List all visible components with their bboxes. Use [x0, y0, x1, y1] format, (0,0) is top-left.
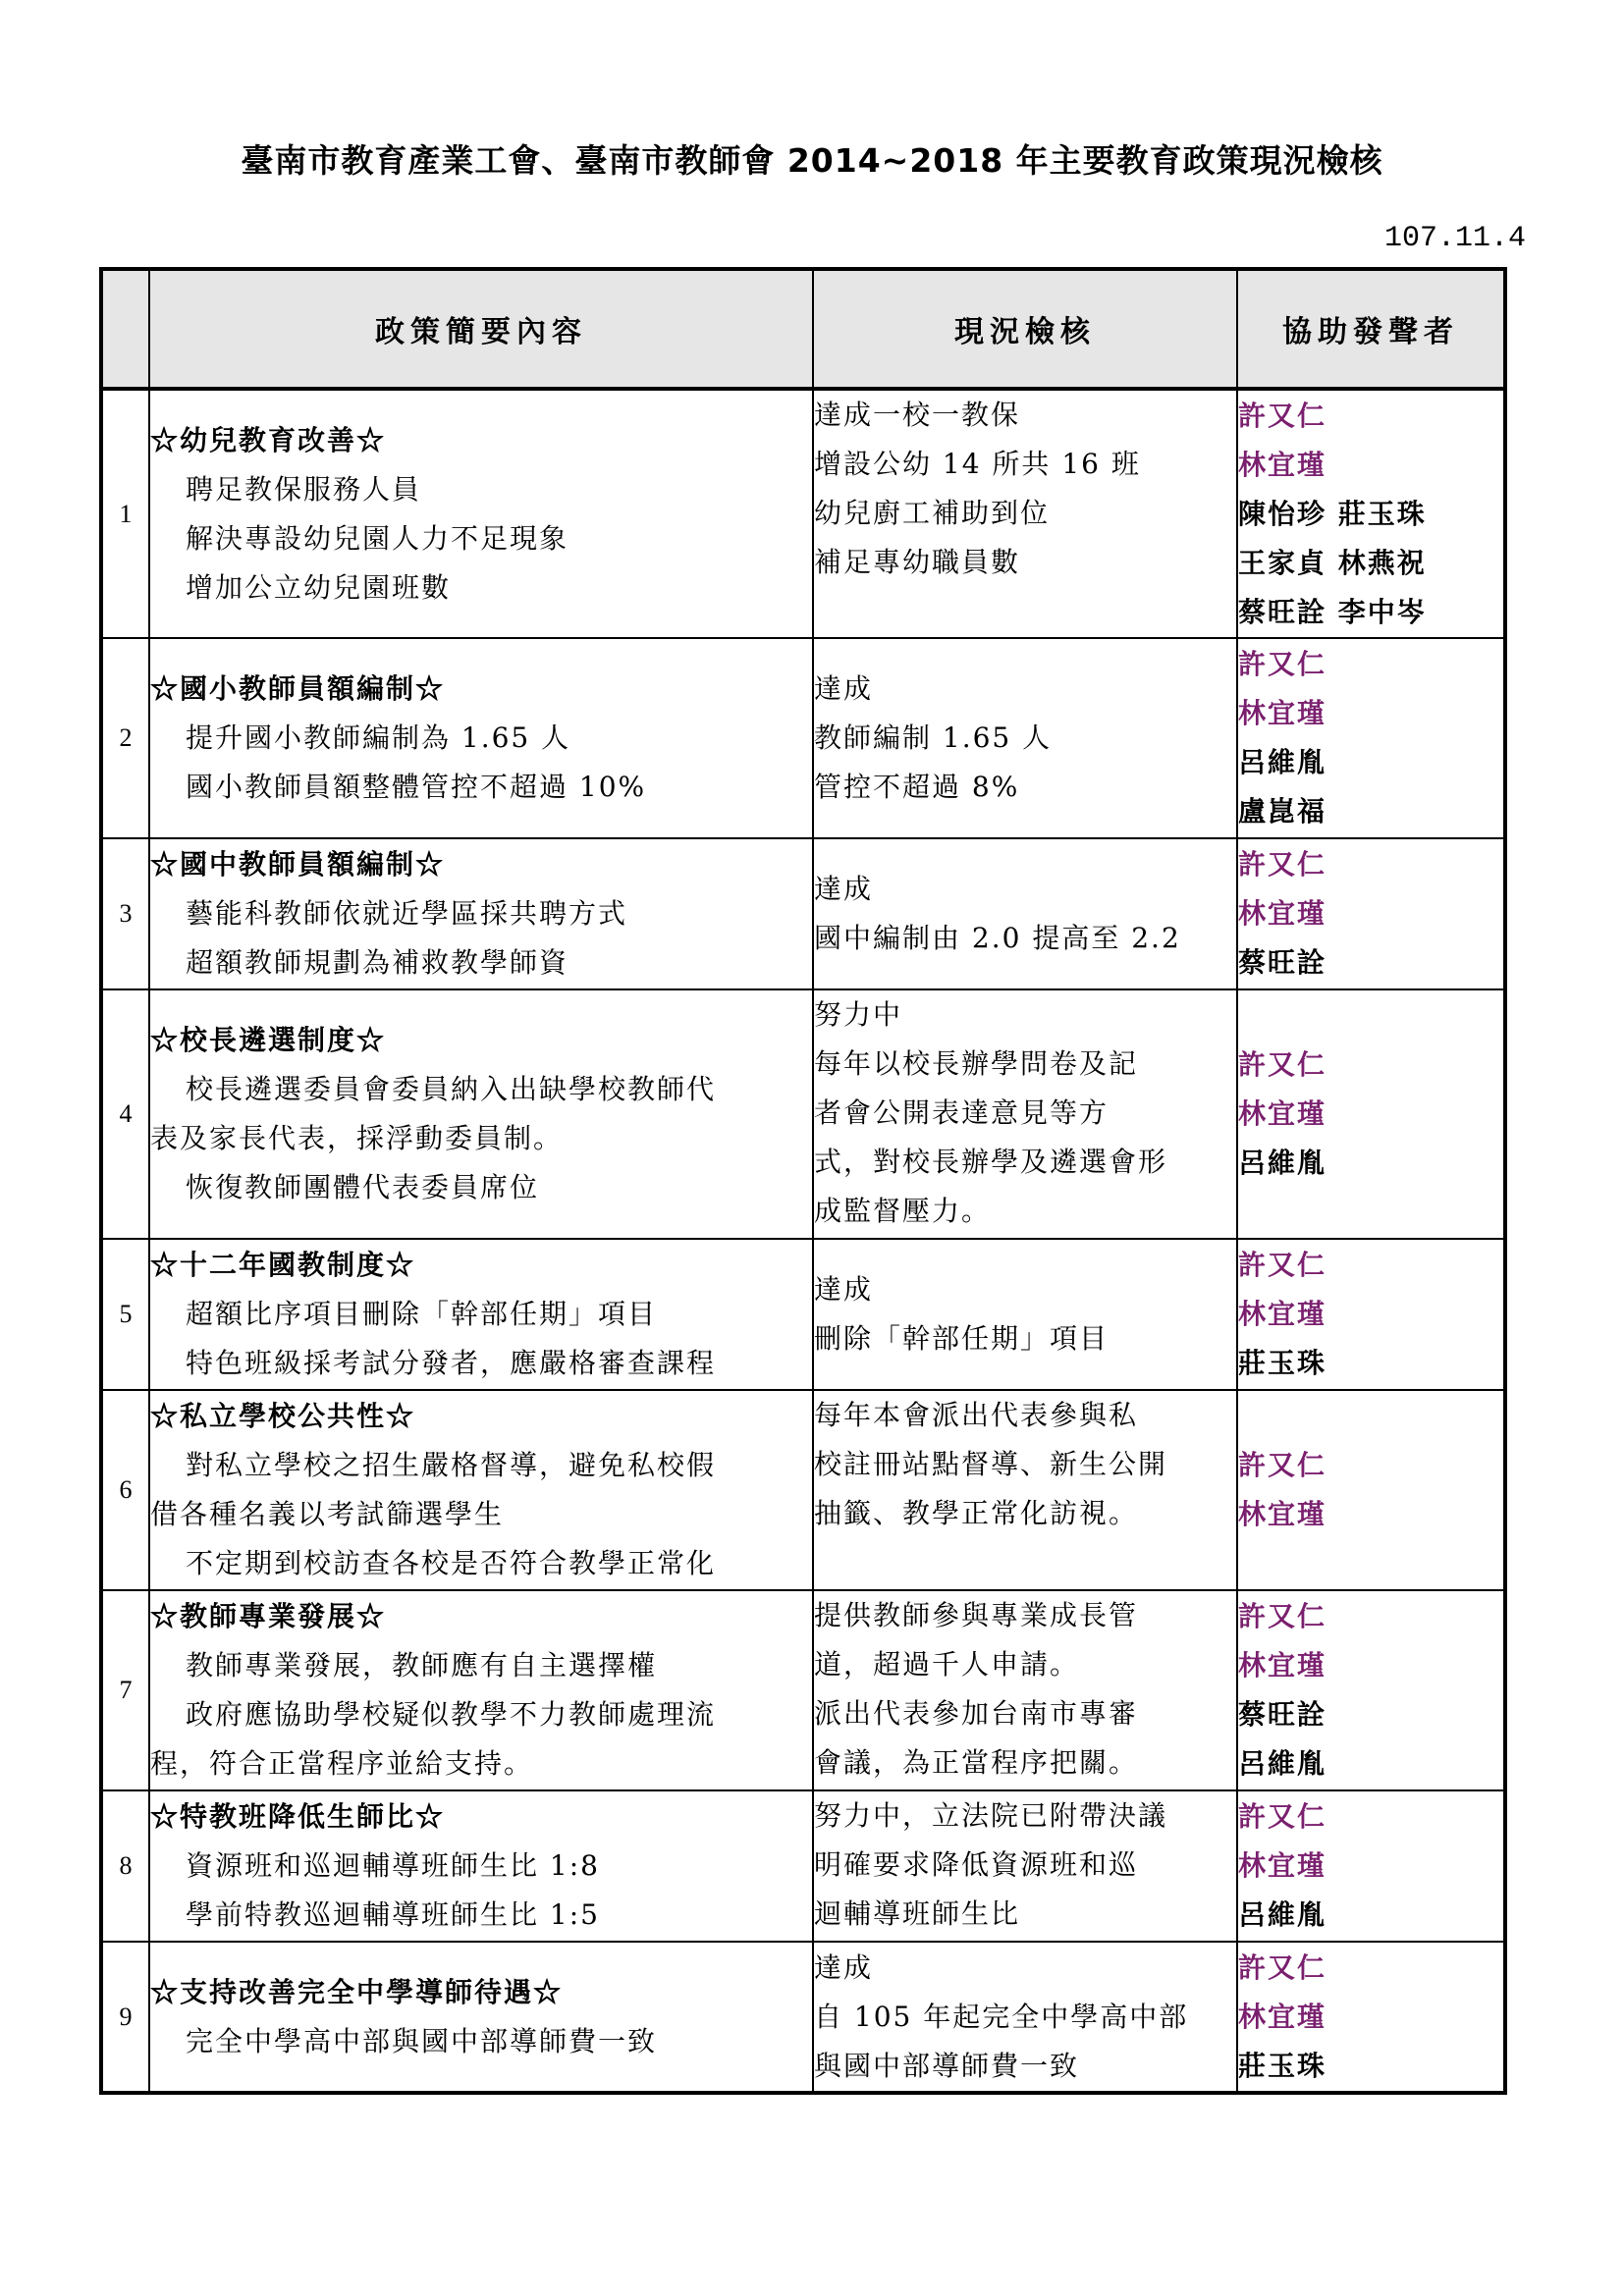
supporter-name: 許又仁: [1238, 1048, 1327, 1081]
policy-line: 教師專業發展，教師應有自主選擇權: [186, 1649, 658, 1682]
supporters-cell: [1237, 1590, 1505, 1790]
document-date: 107.11.4: [1383, 222, 1526, 255]
policy-title: ☆幼兒教育改善☆: [150, 423, 387, 456]
policy-title: ☆私立學校公共性☆: [150, 1400, 416, 1432]
status-line: 式，對校長辦學及遴選會形: [814, 1146, 1168, 1178]
supporter-name: 林宜瑾: [1238, 1498, 1327, 1530]
policy-line: 超額比序項目刪除「幹部任期」項目: [186, 1298, 658, 1330]
status-line: 成監督壓力。: [814, 1195, 992, 1227]
status-line: 道，超過千人申請。: [814, 1648, 1080, 1681]
status-cell: [813, 638, 1237, 838]
status-line: 會議，為正當程序把關。: [814, 1746, 1139, 1779]
policy-line: 完全中學高中部與國中部導師費一致: [186, 2024, 658, 2057]
row-number: 6: [101, 1390, 149, 1590]
policy-title: ☆校長遴選制度☆: [150, 1024, 387, 1056]
status-cell: [813, 1942, 1237, 2093]
policy-line: 不定期到校訪查各校是否符合教學正常化: [186, 1547, 717, 1579]
status-line: 達成: [814, 873, 874, 905]
policy-line: 資源班和巡迴輔導班師生比 1:8: [186, 1849, 600, 1882]
supporter-name: 呂維胤: [1238, 1147, 1327, 1179]
policy-line: 超額教師規劃為補救教學師資: [186, 946, 569, 979]
policy-review-table: [99, 267, 1507, 2095]
status-line: 明確要求降低資源班和巡: [814, 1848, 1139, 1881]
policy-line: 解決專設幼兒園人力不足現象: [186, 521, 569, 555]
supporter-name: 林宜瑾: [1238, 1298, 1327, 1330]
status-line: 補足專幼職員數: [814, 546, 1021, 578]
table-row: [101, 1942, 1505, 2093]
supporter-name: 蔡旺詮: [1238, 946, 1327, 979]
status-cell: [813, 1590, 1237, 1790]
table-row: [101, 1790, 1505, 1942]
status-line: 抽籤、教學正常化訪視。: [814, 1497, 1139, 1529]
row-number: 5: [101, 1239, 149, 1390]
policy-line: 程，符合正當程序並給支持。: [150, 1747, 534, 1780]
supporter-name: 王家貞 林燕祝: [1238, 546, 1427, 579]
page-title: 臺南市教育產業工會、臺南市教師會 2014~2018 年主要教育政策現況檢核: [241, 141, 1383, 180]
status-line: 達成: [814, 1273, 874, 1306]
policy-cell: [149, 1390, 813, 1590]
policy-title: ☆教師專業發展☆: [150, 1600, 387, 1632]
policy-title: ☆支持改善完全中學導師待遇☆: [150, 1975, 564, 2008]
policy-title: ☆十二年國教制度☆: [150, 1249, 416, 1281]
supporter-name: 林宜瑾: [1238, 1097, 1327, 1130]
status-cell: [813, 838, 1237, 989]
policy-line: 表及家長代表，採浮動委員制。: [150, 1122, 564, 1154]
supporter-name: 陳怡珍 莊玉珠: [1238, 497, 1427, 530]
table-header-row: [101, 269, 1505, 389]
supporter-name: 呂維胤: [1238, 1747, 1327, 1780]
row-number: 7: [101, 1590, 149, 1790]
status-line: 自 105 年起完全中學高中部: [814, 2000, 1189, 2033]
policy-line: 對私立學校之招生嚴格督導，避免私校假: [186, 1449, 717, 1481]
supporter-name: 許又仁: [1238, 399, 1327, 432]
row-number: 8: [101, 1790, 149, 1942]
supporter-name: 蔡旺詮 李中岑: [1238, 595, 1427, 628]
supporter-name: 呂維胤: [1238, 746, 1327, 778]
status-line: 與國中部導師費一致: [814, 2049, 1080, 2082]
header-number: [101, 269, 149, 389]
policy-cell: [149, 1239, 813, 1390]
supporter-name: 蔡旺詮: [1238, 1698, 1327, 1731]
supporter-name: 林宜瑾: [1238, 448, 1327, 481]
supporter-name: 林宜瑾: [1238, 1849, 1327, 1882]
status-cell: [813, 389, 1237, 638]
policy-line: 增加公立幼兒園班數: [186, 570, 452, 604]
header-supporters: 協助發聲者: [1237, 269, 1505, 389]
policy-line: 恢復教師團體代表委員席位: [186, 1171, 540, 1203]
supporter-name: 許又仁: [1238, 1249, 1327, 1281]
status-line: 達成: [814, 1950, 874, 1984]
status-line: 每年本會派出代表參與私: [814, 1399, 1139, 1431]
supporter-name: 莊玉珠: [1238, 2049, 1327, 2082]
policy-line: 學前特教巡迴輔導班師生比 1:5: [186, 1898, 600, 1931]
header-status: 現況檢核: [813, 269, 1237, 389]
status-line: 者會公開表達意見等方: [814, 1096, 1110, 1129]
supporters-cell: [1237, 1942, 1505, 2093]
policy-line: 特色班級採考試分發者，應嚴格審查課程: [186, 1347, 717, 1379]
policy-line: 聘足教保服務人員: [186, 472, 422, 506]
status-cell: [813, 1390, 1237, 1590]
policy-line: 校長遴選委員會委員納入出缺學校教師代: [186, 1073, 717, 1105]
supporters-cell: [1237, 989, 1505, 1239]
supporter-name: 呂維胤: [1238, 1898, 1327, 1931]
policy-line: 借各種名義以考試篩選學生: [150, 1498, 505, 1530]
supporter-name: 許又仁: [1238, 1449, 1327, 1481]
supporters-cell: [1237, 389, 1505, 638]
supporter-name: 林宜瑾: [1238, 697, 1327, 729]
row-number: 1: [101, 389, 149, 638]
status-line: 教師編制 1.65 人: [814, 721, 1053, 754]
policy-line: 國小教師員額整體管控不超過 10%: [186, 771, 647, 803]
policy-line: 政府應協助學校疑似教學不力教師處理流: [186, 1698, 717, 1731]
status-line: 努力中: [814, 998, 903, 1031]
table-row: [101, 1590, 1505, 1790]
status-cell: [813, 1790, 1237, 1942]
header-policy: 政策簡要內容: [149, 269, 813, 389]
table-body: [101, 389, 1505, 2093]
status-line: 達成: [814, 672, 874, 705]
policy-cell: [149, 838, 813, 989]
table-row: [101, 389, 1505, 638]
policy-cell: [149, 1590, 813, 1790]
table-row: [101, 838, 1505, 989]
policy-title: ☆國小教師員額編制☆: [150, 672, 446, 705]
table-row: [101, 638, 1505, 838]
policy-line: 提升國小教師編制為 1.65 人: [186, 721, 571, 754]
row-number: 9: [101, 1942, 149, 2093]
policy-cell: [149, 638, 813, 838]
policy-cell: [149, 1942, 813, 2093]
supporters-cell: [1237, 638, 1505, 838]
status-cell: [813, 989, 1237, 1239]
status-line: 校註冊站點督導、新生公開: [814, 1448, 1168, 1480]
policy-cell: [149, 389, 813, 638]
supporter-name: 林宜瑾: [1238, 2000, 1327, 2033]
status-line: 每年以校長辦學問卷及記: [814, 1047, 1139, 1080]
supporters-cell: [1237, 1239, 1505, 1390]
supporters-cell: [1237, 1390, 1505, 1590]
status-line: 幼兒廚工補助到位: [814, 497, 1051, 529]
supporter-name: 許又仁: [1238, 1800, 1327, 1833]
supporter-name: 林宜瑾: [1238, 897, 1327, 930]
status-line: 管控不超過 8%: [814, 771, 1020, 803]
table-row: [101, 1390, 1505, 1590]
policy-cell: [149, 1790, 813, 1942]
status-line: 迴輔導班師生比: [814, 1897, 1021, 1930]
policy-title: ☆國中教師員額編制☆: [150, 848, 446, 881]
table-row: [101, 989, 1505, 1239]
policy-line: 藝能科教師依就近學區採共聘方式: [186, 897, 628, 930]
status-line: 刪除「幹部任期」項目: [814, 1322, 1110, 1355]
status-line: 達成一校一教保: [814, 399, 1021, 431]
supporter-name: 許又仁: [1238, 1950, 1327, 1984]
supporter-name: 許又仁: [1238, 648, 1327, 680]
status-line: 派出代表參加台南市專審: [814, 1697, 1139, 1730]
row-number: 4: [101, 989, 149, 1239]
policy-title: ☆特教班降低生師比☆: [150, 1800, 446, 1833]
supporter-name: 盧崑福: [1238, 795, 1327, 828]
status-line: 國中編制由 2.0 提高至 2.2: [814, 922, 1181, 954]
status-line: 增設公幼 14 所共 16 班: [814, 448, 1141, 480]
supporter-name: 林宜瑾: [1238, 1649, 1327, 1682]
status-line: 提供教師參與專業成長管: [814, 1599, 1139, 1631]
policy-cell: [149, 989, 813, 1239]
row-number: 2: [101, 638, 149, 838]
supporter-name: 許又仁: [1238, 1600, 1327, 1632]
status-cell: [813, 1239, 1237, 1390]
supporters-cell: [1237, 1790, 1505, 1942]
supporters-cell: [1237, 838, 1505, 989]
supporter-name: 許又仁: [1238, 848, 1327, 881]
row-number: 3: [101, 838, 149, 989]
status-line: 努力中，立法院已附帶決議: [814, 1799, 1168, 1832]
table-row: [101, 1239, 1505, 1390]
supporter-name: 莊玉珠: [1238, 1347, 1327, 1379]
